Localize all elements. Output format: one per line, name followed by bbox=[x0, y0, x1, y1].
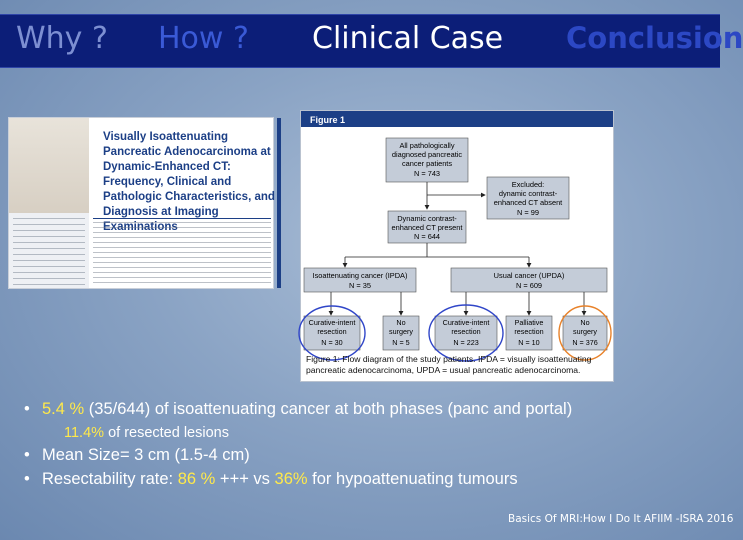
svg-text:No: No bbox=[580, 318, 590, 327]
bullet-frequency bbox=[24, 400, 572, 419]
bullet-dot: • bbox=[24, 400, 30, 418]
svg-text:Excluded:: Excluded: bbox=[511, 180, 545, 189]
box-upda-no-surgery bbox=[563, 316, 607, 350]
svg-text:dynamic contrast-: dynamic contrast- bbox=[498, 189, 558, 198]
resectability-iso-rate: 86 % bbox=[177, 470, 216, 488]
frequency-percent: 5.4 % bbox=[42, 400, 85, 418]
svg-text:N = 99: N = 99 bbox=[517, 208, 539, 217]
article-title: Visually Isoattenuating Pancreatic Adenocarcinoma at Dynamic-Enhanced CT: Frequency, Clinical and Pathologic Characteristics, and Diagnosis at Imaging Examinations bbox=[103, 131, 275, 233]
svg-text:No: No bbox=[396, 318, 406, 327]
flow-diagram-figure bbox=[300, 110, 614, 382]
resectability-tail: for hypoattenuating tumours bbox=[307, 470, 518, 488]
resectability-hypo-rate: 36% bbox=[274, 470, 308, 488]
tab-clinical-case[interactable]: Clinical Case bbox=[312, 21, 504, 56]
slide-footer: Basics Of MRI:How I Do It AFIIM -ISRA 2016 bbox=[508, 513, 734, 525]
svg-text:resection: resection bbox=[317, 327, 347, 336]
frequency-text: (35/644) of isoattenuating cancer at both phases (panc and portal) bbox=[84, 400, 573, 418]
svg-text:N = 30: N = 30 bbox=[321, 338, 343, 347]
svg-text:cancer patients: cancer patients bbox=[401, 159, 453, 168]
svg-text:N = 5: N = 5 bbox=[392, 338, 410, 347]
article-photo bbox=[9, 118, 89, 213]
bullet-mean-size bbox=[24, 446, 250, 465]
tab-conclusion[interactable]: Conclusion bbox=[566, 21, 743, 55]
flow-diagram bbox=[301, 111, 613, 381]
svg-text:Isoattenuating cancer (IPDA): Isoattenuating cancer (IPDA) bbox=[312, 271, 408, 280]
article-thumbnail bbox=[8, 117, 274, 289]
resected-text: of resected lesions bbox=[104, 425, 229, 441]
article-abstract-text bbox=[93, 222, 271, 284]
svg-text:surgery: surgery bbox=[389, 327, 413, 336]
mean-size-text: Mean Size= 3 cm (1.5-4 cm) bbox=[42, 446, 250, 464]
figure-header-bar bbox=[301, 111, 613, 127]
resectability-vs: +++ vs bbox=[215, 470, 275, 488]
svg-text:Curative-intent: Curative-intent bbox=[308, 318, 356, 327]
bullet-dot: • bbox=[24, 470, 30, 488]
resected-percent: 11.4% bbox=[64, 425, 105, 441]
article-side-bar bbox=[277, 118, 281, 288]
figure-label: Figure 1 bbox=[310, 115, 346, 125]
article-divider bbox=[93, 218, 271, 219]
box-ipda bbox=[304, 268, 416, 292]
box-upda bbox=[451, 268, 607, 292]
svg-text:Curative-intent: Curative-intent bbox=[442, 318, 490, 327]
svg-text:Dynamic contrast-: Dynamic contrast- bbox=[397, 214, 457, 223]
svg-text:All pathologically: All pathologically bbox=[399, 141, 455, 150]
tab-how[interactable]: How ? bbox=[158, 21, 249, 56]
svg-text:N = 35: N = 35 bbox=[349, 281, 371, 290]
box-excluded bbox=[487, 177, 569, 219]
box-ipda-no-surgery bbox=[383, 316, 419, 350]
svg-text:resection: resection bbox=[514, 327, 544, 336]
box-upda-resection bbox=[435, 316, 497, 350]
svg-text:Palliative: Palliative bbox=[514, 318, 544, 327]
box-ipda-resection bbox=[304, 316, 360, 350]
svg-text:surgery: surgery bbox=[573, 327, 597, 336]
box-all-patients bbox=[386, 138, 468, 182]
svg-text:N = 644: N = 644 bbox=[413, 232, 441, 241]
bullet-resectability bbox=[24, 470, 518, 489]
svg-text:resection: resection bbox=[451, 327, 481, 336]
figure-caption: Figure 1: Flow diagram of the study patients. IPDA = visually isoattenuating pancreatic adenocarcinoma, UPDA = usual pancreatic adenocarcinoma. bbox=[306, 354, 592, 375]
box-dynamic-ct bbox=[388, 211, 466, 243]
box-upda-palliative bbox=[506, 316, 552, 350]
bullet-resected-sub bbox=[64, 425, 229, 441]
svg-text:enhanced CT present: enhanced CT present bbox=[391, 223, 463, 232]
tab-why[interactable]: Why ? bbox=[16, 21, 108, 56]
svg-text:N = 743: N = 743 bbox=[413, 169, 441, 178]
svg-text:Usual cancer (UPDA): Usual cancer (UPDA) bbox=[493, 271, 565, 280]
resectability-label: Resectability rate: bbox=[42, 470, 178, 488]
bullet-dot: • bbox=[24, 446, 30, 464]
svg-text:N = 223: N = 223 bbox=[453, 338, 479, 347]
svg-text:N = 609: N = 609 bbox=[515, 281, 543, 290]
svg-text:enhanced CT absent: enhanced CT absent bbox=[493, 198, 563, 207]
top-navigation-bar bbox=[0, 14, 743, 68]
svg-text:diagnosed pancreatic: diagnosed pancreatic bbox=[391, 150, 463, 159]
article-author-list bbox=[13, 218, 85, 286]
svg-text:N = 376: N = 376 bbox=[572, 338, 598, 347]
svg-text:N = 10: N = 10 bbox=[518, 338, 540, 347]
